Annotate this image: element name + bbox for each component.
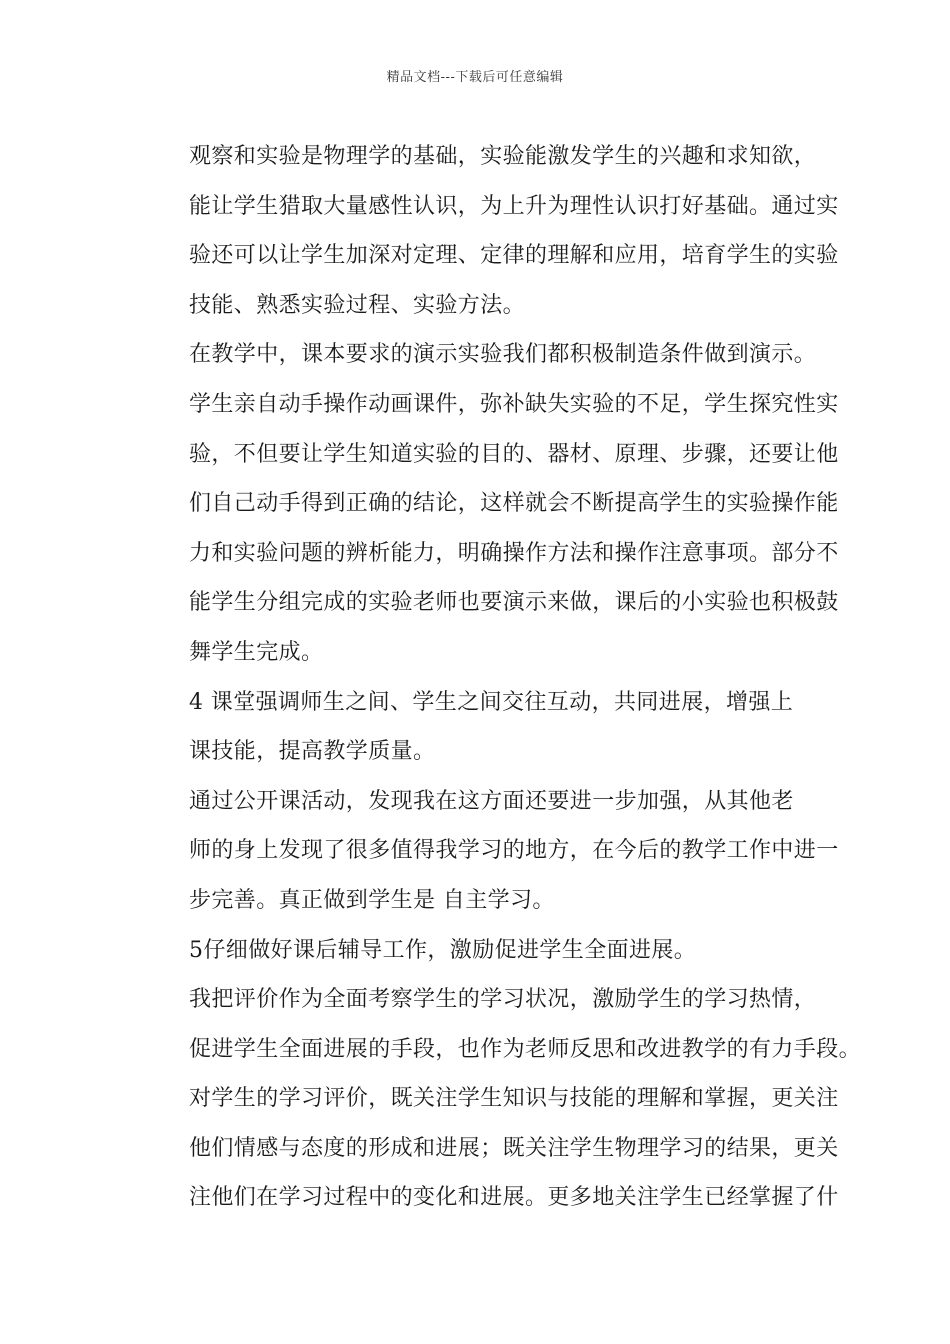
text-line: 步完善。真正做到学生是 自主学习。 <box>189 887 555 913</box>
text-line: 通过公开课活动，发现我在这方面还要进一步加强，从其他老 <box>189 788 794 814</box>
text-line: 4 课堂强调师生之间、学生之间交往互动，共同进展，增强上 <box>189 689 794 715</box>
paragraph-4 <box>145 777 839 926</box>
text-line: 对学生的学习评价，既关注学生知识与技能的理解和掌握，更关注 <box>189 1086 839 1112</box>
text-line: 验，不但要让学生知道实验的目的、器材、原理、步骤，还要让他 <box>189 441 839 467</box>
paragraph-6 <box>145 975 862 1223</box>
text-line: 观察和实验是物理学的基础，实验能激发学生的兴趣和求知欲， <box>189 144 817 169</box>
text-line: 他们情感与态度的形成和进展；既关注学生物理学习的结果，更关 <box>189 1135 839 1161</box>
paragraph-2 <box>145 330 839 677</box>
text-line: 学生亲自动手操作动画课件，弥补缺失实验的不足，学生探究性实 <box>189 391 839 417</box>
text-line: 们自己动手得到正确的结论，这样就会不断提高学生的实验操作能 <box>189 491 839 517</box>
text-line: 我把评价作为全面考察学生的学习状况，激励学生的学习热情， <box>189 987 817 1013</box>
text-line: 能学生分组完成的实验老师也要演示来做，课后的小实验也积极鼓 <box>189 590 839 616</box>
text-line: 技能、熟悉实验过程、实验方法。 <box>189 292 526 318</box>
text-line: 力和实验问题的辨析能力，明确操作方法和操作注意事项。部分不 <box>189 540 839 566</box>
text-line: 注他们在学习过程中的变化和进展。更多地关注学生已经掌握了什 <box>189 1185 839 1211</box>
text-line: 能让学生猎取大量感性认识，为上升为理性认识打好基础。通过实 <box>189 193 839 219</box>
text-line: 5仔细做好课后辅导工作，激励促进学生全面进展。 <box>189 937 697 963</box>
document-body <box>145 132 862 1223</box>
text-line: 验还可以让学生加深对定理、定律的理解和应用，培育学生的实验 <box>189 243 839 269</box>
page-header: 精品文档---下载后可任意编辑 <box>386 70 564 85</box>
text-line: 在教学中，课本要求的演示实验我们都积极制造条件做到演示。 <box>189 342 817 368</box>
paragraph-3 <box>145 678 805 777</box>
text-line: 课技能，提高教学质量。 <box>189 739 436 765</box>
paragraph-1 <box>145 132 839 330</box>
text-line: 促进学生全面进展的手段，也作为老师反思和改进教学的有力手段。 <box>189 1036 862 1062</box>
text-line: 师的身上发现了很多值得我学习的地方，在今后的教学工作中进一 <box>189 838 839 864</box>
paragraph-5 <box>145 926 805 976</box>
text-line: 舞学生完成。 <box>189 639 324 665</box>
